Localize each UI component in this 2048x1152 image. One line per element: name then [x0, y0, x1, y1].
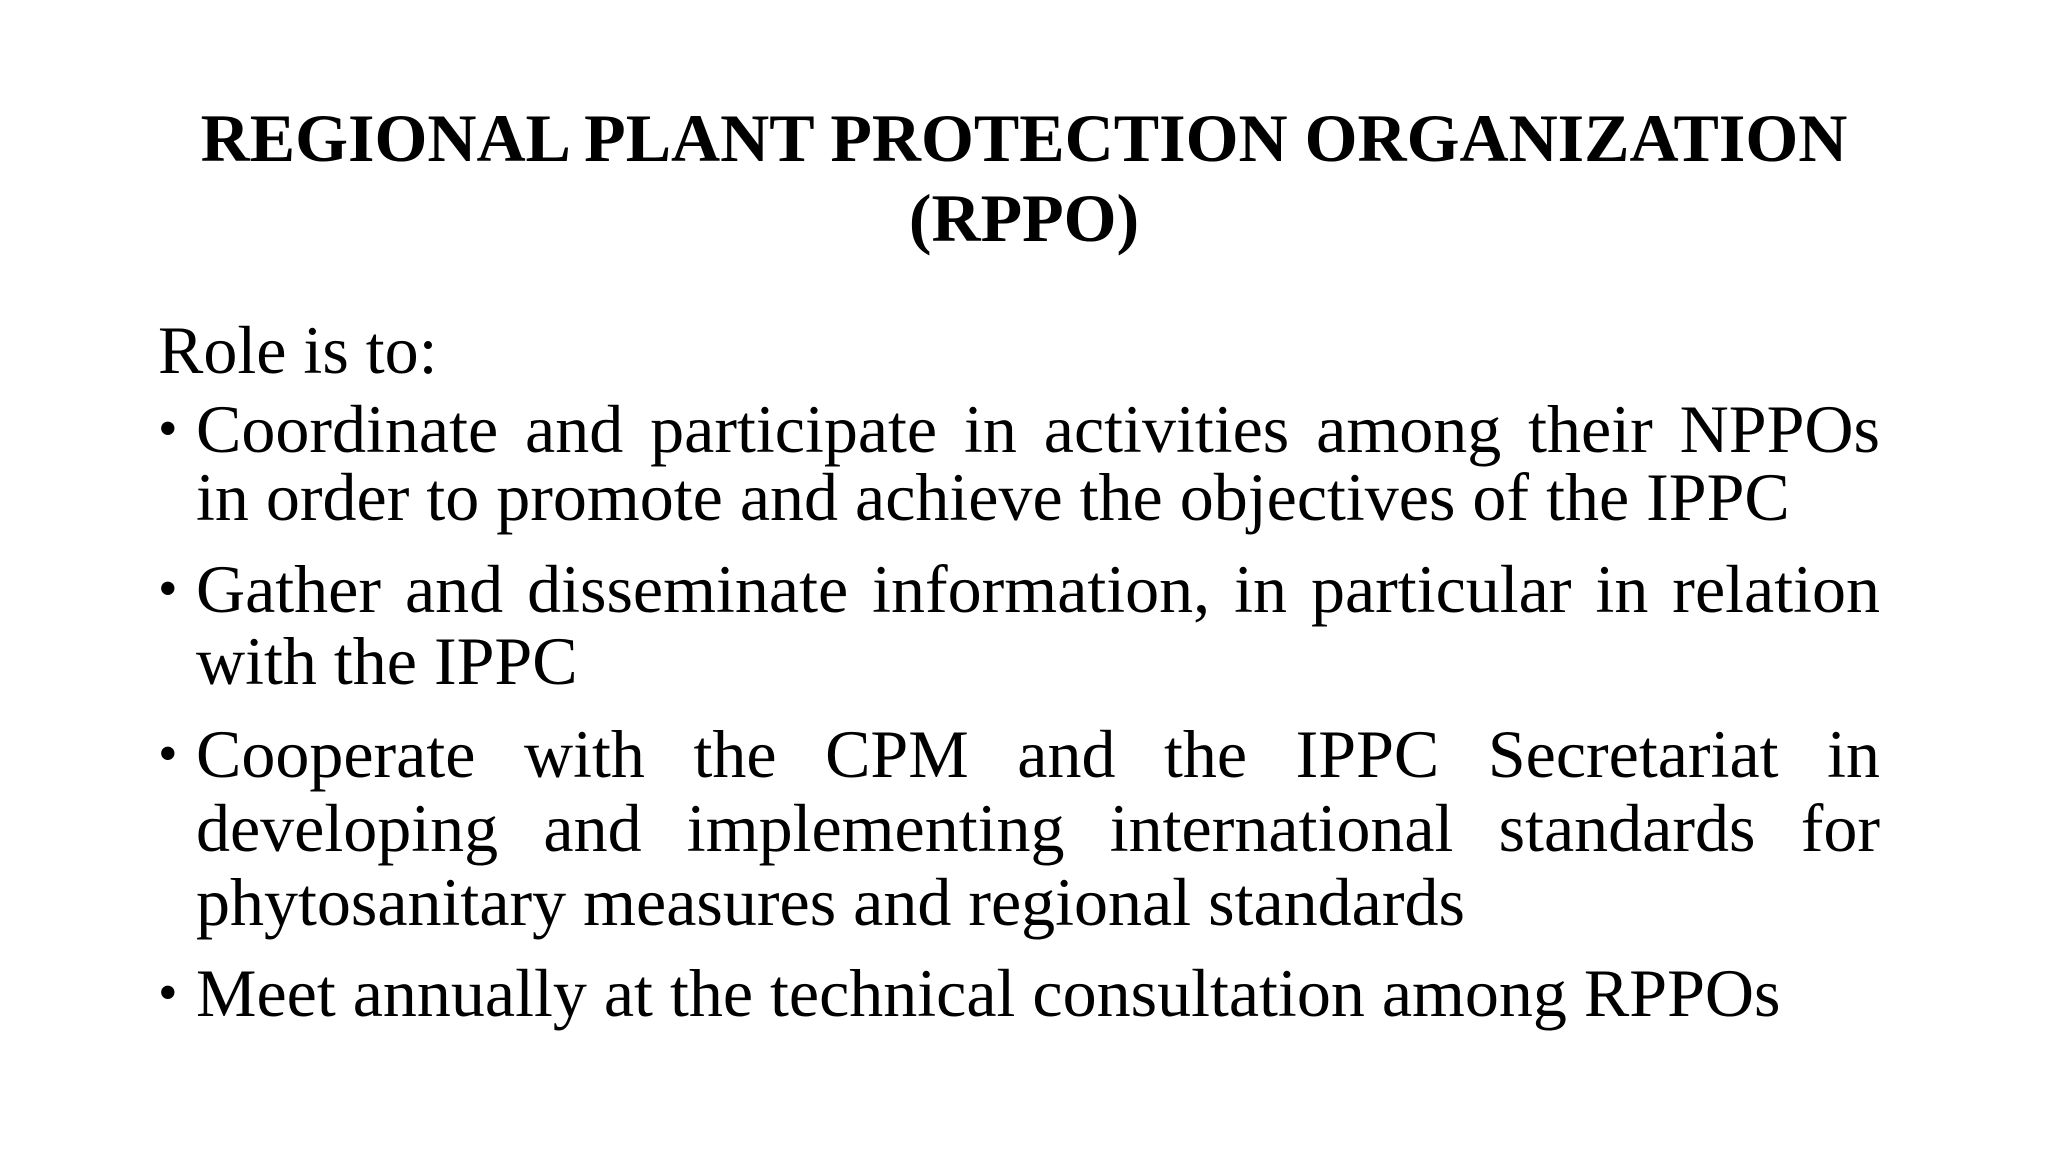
bullet-item-meet — [158, 957, 1880, 1029]
bullet-list — [158, 391, 1880, 1047]
bullet-item-gather — [158, 553, 1880, 697]
bullet-text: Gather and disseminate information, in particular in relation with the IPPC — [196, 551, 1880, 699]
bullet-icon: • — [158, 558, 178, 620]
bullet-icon: • — [158, 723, 178, 785]
bullet-text: Cooperate with the CPM and the IPPC Secretariat in developing and implementing international standards for phytosanitary measures and regional standards — [196, 716, 1880, 940]
bullet-item-coordinate — [158, 391, 1880, 535]
bullet-item-cooperate — [158, 717, 1880, 939]
bullet-icon: • — [158, 398, 178, 460]
intro-text: Role is to: — [158, 312, 438, 388]
title-line-2: (RPPO) — [908, 180, 1140, 256]
title-line-1: REGIONAL PLANT PROTECTION ORGANIZATION — [200, 100, 1848, 176]
bullet-icon: • — [158, 962, 178, 1024]
slide-title — [150, 98, 1898, 258]
bullet-text: Coordinate and participate in activities among their NPPOs in order to promote and achieve the objectives of the IPPC — [196, 391, 1880, 535]
bullet-text: Meet annually at the technical consultation among RPPOs — [196, 955, 1781, 1031]
